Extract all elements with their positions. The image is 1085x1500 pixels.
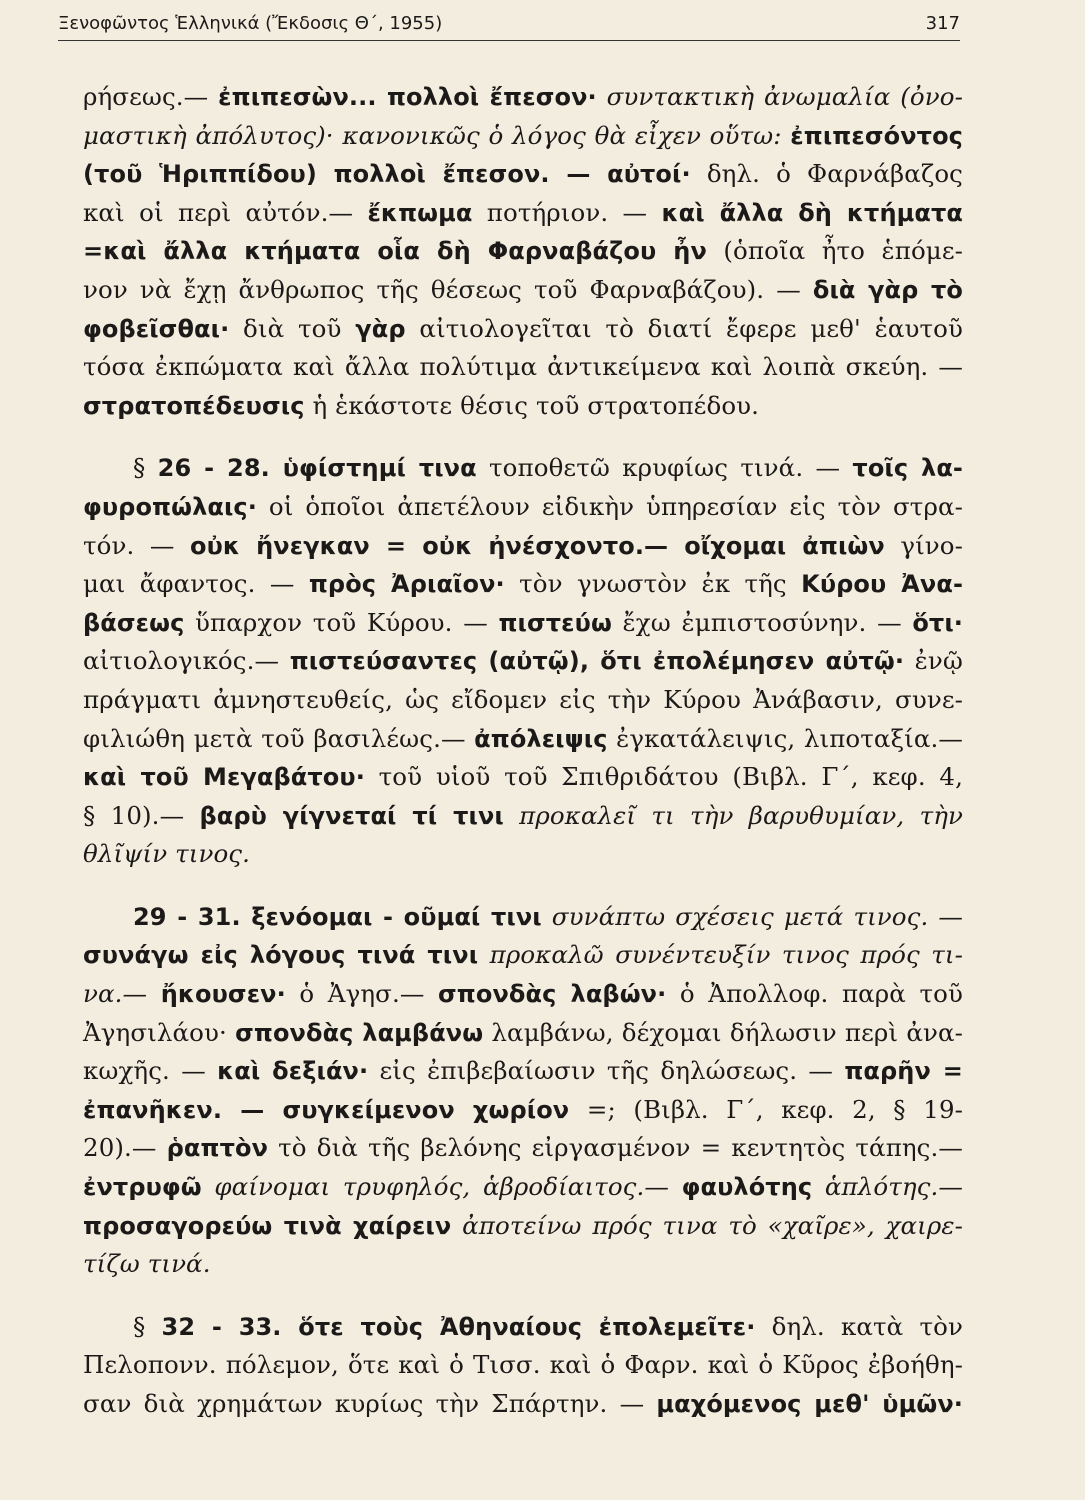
lemma-text: φαυλότης	[681, 1173, 813, 1202]
gloss-text: γίνο-	[884, 530, 964, 560]
lemma-text: γὰρ	[355, 314, 406, 343]
paragraph	[83, 449, 963, 874]
gloss-text: εἰς ἐπιβεβαίωσιν τῆς δηλώσεως. —	[368, 1056, 845, 1086]
text-line	[83, 488, 963, 527]
gloss-text: τοποθετῶ κρυφίως τινά. —	[476, 453, 853, 483]
paragraph	[83, 898, 963, 1284]
text-line	[83, 1091, 963, 1130]
lemma-text: καὶ δεξιάν·	[217, 1057, 369, 1086]
running-header	[58, 6, 960, 41]
text-line	[83, 527, 963, 566]
text-line	[83, 194, 963, 233]
gloss-text: ρήσεως.—	[83, 82, 219, 111]
gloss-text: ἁπλότης.—	[812, 1172, 963, 1202]
lemma-text: καὶ ἄλλα δὴ κτήματα	[661, 198, 963, 227]
lemma-text: πρὸς Ἀριαῖον·	[308, 570, 505, 599]
lemma-text: ἐπιπεσόντος	[790, 121, 963, 150]
gloss-text: τόν. —	[83, 530, 190, 560]
lemma-text: ὅτι·	[912, 608, 963, 637]
lemma-text: φυροπώλαις·	[83, 492, 257, 521]
text-line	[83, 1052, 963, 1091]
gloss-text: λαμβάνω, δέχομαι δήλωσιν περὶ ἀνα-	[483, 1017, 964, 1047]
text-line	[83, 604, 963, 643]
text-line	[83, 565, 963, 604]
text-line	[83, 758, 963, 797]
gloss-text: κωχῆς. —	[83, 1056, 218, 1086]
lemma-text: πιστεύσαντες (αὐτῷ), ὅτι ἐπολέμησεν αὐτῷ·	[289, 647, 905, 676]
lemma-text: 32 - 33. ὅτε τοὺς Ἀθηναίους ἐπολεμεῖτε·	[161, 1312, 756, 1341]
gloss-text: τὸ διὰ τῆς βελόνης εἰργασμένον = κεντητὸς τάπης.—	[268, 1133, 963, 1163]
text-line	[83, 720, 963, 759]
gloss-text: δηλ. ὁ Φαρνάβαζος	[690, 159, 963, 189]
text-line	[83, 936, 963, 975]
gloss-text: (ὁποῖα ἦτο ἑπόμε-	[706, 236, 963, 266]
gloss-text: τίζω τινά.	[83, 1249, 211, 1279]
lemma-text: διὰ γὰρ τὸ	[812, 275, 964, 304]
lemma-text: βάσεως	[83, 608, 185, 637]
gloss-text: ποτήριον. —	[472, 197, 662, 227]
lemma-text: σπονδὰς λαμβάνω	[235, 1018, 484, 1047]
text-line	[83, 1207, 963, 1246]
gloss-text: ὁ Ἀγησ.—	[285, 979, 438, 1009]
text-line	[83, 1129, 963, 1168]
text-line	[83, 348, 963, 387]
paragraph	[83, 1308, 963, 1424]
lemma-text: (τοῦ Ἡριππίδου) πολλοὶ ἔπεσον. — αὐτοί·	[83, 160, 691, 189]
gloss-text: νον νὰ ἔχῃ ἄνθρωπος τῆς θέσεως τοῦ Φαρναβάζου). —	[83, 274, 813, 304]
text-line	[83, 1245, 963, 1284]
lemma-text: βαρὺ γίγνεταί τί τινι	[199, 801, 504, 830]
lemma-text: σπονδὰς λαβών·	[438, 980, 667, 1009]
gloss-text: προκαλῶ συνέντευξίν τινος πρός τι-	[478, 940, 963, 970]
paragraph	[83, 78, 963, 425]
text-body	[83, 78, 963, 1448]
gloss-text: φιλιώθη μετὰ τοῦ βασιλέως.—	[83, 723, 475, 753]
gloss-text: δηλ. κατὰ τὸν	[755, 1311, 963, 1341]
gloss-text: μαι ἄφαντος. —	[83, 569, 309, 599]
text-line	[83, 155, 963, 194]
lemma-text: φοβεῖσθαι·	[83, 314, 230, 343]
text-line	[83, 642, 963, 681]
gloss-text: ἀποτείνω πρός τινα τὸ «χαῖρε», χαιρε-	[451, 1210, 964, 1240]
text-line	[83, 232, 963, 271]
lemma-text: 29 - 31. ξενόομαι - οῦμαί τινι	[133, 902, 542, 931]
lemma-text: ἀπόλειψις	[474, 724, 608, 753]
lemma-text: παρῆν =	[844, 1057, 963, 1086]
gloss-text: =; (Βιβλ. Γ΄, κεφ. 2, § 19-	[569, 1094, 964, 1124]
lemma-text: 26 - 28. ὑφίστημί τινα	[157, 454, 477, 483]
lemma-text: ἐπανῆκεν. — συγκείμενον χωρίον	[83, 1095, 570, 1124]
text-line	[83, 797, 963, 836]
gloss-text: ὕπαρχον τοῦ Κύρου. —	[184, 607, 499, 637]
gloss-text: διὰ τοῦ	[229, 313, 356, 343]
text-line	[83, 975, 963, 1014]
gloss-text: αἰτιολογικός.—	[83, 646, 290, 676]
gloss-text: § 10).—	[83, 800, 200, 830]
lemma-text: Κύρου Ἀνα-	[801, 570, 964, 599]
gloss-text: Πελοπονν. πόλεμον, ὅτε καὶ ὁ Τισσ. καὶ ὁ Φαρν. καὶ ὁ Κῦρος ἐβοήθη-	[83, 1350, 963, 1380]
text-line	[83, 681, 963, 720]
lemma-text: =καὶ ἄλλα κτήματα οἷα δὴ Φαρναβάζου ἦν	[83, 237, 707, 266]
lemma-text: μαχόμενος μεθ' ὑμῶν·	[656, 1390, 963, 1418]
gloss-text: σαν διὰ χρημάτων κυρίως τὴν Σπάρτην. —	[83, 1389, 657, 1418]
text-line	[83, 271, 963, 310]
lemma-text: οὐκ ἤνεγκαν = οὐκ ἠνέσχοντο.— οἴχομαι ἀπιὼν	[190, 531, 885, 560]
gloss-text: οἱ ὁποῖοι ἀπετέλουν εἰδικὴν ὑπηρεσίαν εἰς τὸν στρα-	[256, 491, 963, 521]
gloss-text: Ἀγησιλάου·	[83, 1017, 236, 1047]
gloss-text: φαίνομαι τρυφηλός, ἁβροδίαιτος.—	[201, 1172, 682, 1202]
gloss-text: προκαλεῖ τι τὴν βαρυθυμίαν, τὴν	[503, 800, 963, 830]
text-line	[83, 387, 963, 426]
lemma-text: προσαγορεύω τινὰ χαίρειν	[83, 1211, 452, 1240]
text-line	[83, 1168, 963, 1207]
text-line	[83, 1014, 963, 1053]
lemma-text: πιστεύω	[498, 608, 612, 637]
text-line	[83, 1346, 963, 1385]
lemma-text: συνάγω εἰς λόγους τινά τινι	[83, 941, 479, 970]
lemma-text: ἤκουσεν·	[160, 980, 286, 1009]
gloss-text: θλῖψίν τινος.	[83, 839, 250, 869]
gloss-text: καὶ οἱ περὶ αὐτόν.—	[83, 197, 368, 227]
lemma-text: ἔκπωμα	[367, 198, 473, 227]
text-line	[83, 1385, 963, 1424]
gloss-text: τοῦ υἱοῦ τοῦ Σπιθριδάτου (Βιβλ. Γ΄, κεφ. 4,	[364, 762, 963, 792]
gloss-text: ἔχω ἐμπιστοσύνην. —	[611, 607, 913, 637]
gloss-text: τὸν γνωστὸν ἐκ τῆς	[504, 569, 802, 599]
text-line	[83, 898, 963, 937]
gloss-text: πράγματι ἀμνηστευθείς, ὡς εἴδομεν εἰς τὴν Κύρου Ἀνάβασιν, συνε-	[83, 684, 963, 714]
gloss-text: §	[133, 1311, 162, 1341]
gloss-text: §	[133, 453, 158, 483]
text-line	[83, 310, 963, 349]
gloss-text: 20).—	[83, 1133, 167, 1163]
lemma-text: ἐπιπεσὼν... πολλοὶ ἔπεσον·	[218, 83, 597, 111]
page-number: 317	[925, 12, 960, 34]
gloss-text: μαστικὴ ἀπόλυτος)· κανονικῶς ὁ λόγος θὰ εἶχεν οὕτω:	[83, 120, 791, 150]
text-line	[83, 449, 963, 488]
gloss-text: ἡ ἑκάστοτε θέσις τοῦ στρατοπέδου.	[304, 390, 760, 420]
text-line	[83, 835, 963, 874]
gloss-text: συντακτικὴ ἀνωμαλία (ὀνο-	[596, 82, 963, 111]
lemma-text: στρατοπέδευσις	[83, 391, 305, 420]
gloss-text: συνάπτω σχέσεις μετά τινος. —	[541, 901, 963, 931]
lemma-text: καὶ τοῦ Μεγαβάτου·	[83, 763, 365, 792]
text-line	[83, 1308, 963, 1347]
gloss-text: τόσα ἐκπώματα καὶ ἄλλα πολύτιμα ἀντικείμενα καὶ λοιπὰ σκεύη. —	[83, 352, 963, 382]
lemma-text: ῥαπτὸν	[166, 1134, 269, 1163]
lemma-text: ἐντρυφῶ	[83, 1173, 202, 1202]
gloss-text: να.—	[83, 979, 161, 1009]
gloss-text: αἰτιολογεῖται τὸ διατί ἔφερε μεθ' ἑαυτοῦ	[405, 313, 963, 343]
lemma-text: τοῖς λα-	[852, 454, 963, 483]
gloss-text: ἐνῷ	[904, 646, 963, 676]
text-line	[83, 78, 963, 117]
gloss-text: ὁ Ἀπολλοφ. παρὰ τοῦ	[666, 979, 963, 1009]
gloss-text: ἐγκατάλειψις, λιποταξία.—	[607, 723, 963, 753]
running-title: Ξενοφῶντος Ἑλληνικά (Ἔκδοσις Θ΄, 1955)	[58, 12, 443, 34]
text-line	[83, 117, 963, 156]
